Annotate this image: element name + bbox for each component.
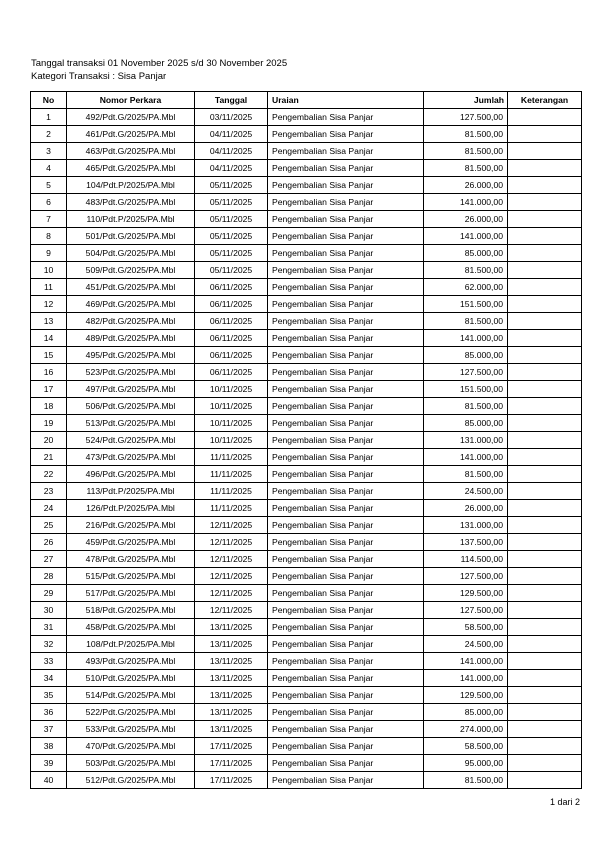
cell-uraian: Pengembalian Sisa Panjar — [268, 194, 424, 211]
cell-jumlah: 95.000,00 — [424, 755, 508, 772]
cell-no: 6 — [31, 194, 67, 211]
cell-jumlah: 151.500,00 — [424, 296, 508, 313]
table-row — [31, 279, 582, 296]
cell-uraian: Pengembalian Sisa Panjar — [268, 619, 424, 636]
cell-nomor-perkara: 469/Pdt.G/2025/PA.Mbl — [67, 296, 195, 313]
cell-no: 40 — [31, 772, 67, 789]
cell-jumlah: 137.500,00 — [424, 534, 508, 551]
cell-keterangan — [508, 160, 582, 177]
cell-nomor-perkara: 523/Pdt.G/2025/PA.Mbl — [67, 364, 195, 381]
cell-no: 17 — [31, 381, 67, 398]
table-row — [31, 296, 582, 313]
cell-keterangan — [508, 653, 582, 670]
cell-uraian: Pengembalian Sisa Panjar — [268, 551, 424, 568]
cell-no: 30 — [31, 602, 67, 619]
cell-no: 9 — [31, 245, 67, 262]
cell-nomor-perkara: 126/Pdt.P/2025/PA.Mbl — [67, 500, 195, 517]
cell-jumlah: 141.000,00 — [424, 330, 508, 347]
cell-nomor-perkara: 489/Pdt.G/2025/PA.Mbl — [67, 330, 195, 347]
cell-keterangan — [508, 551, 582, 568]
cell-no: 12 — [31, 296, 67, 313]
cell-keterangan — [508, 381, 582, 398]
transaction-table — [30, 91, 582, 789]
cell-jumlah: 131.000,00 — [424, 432, 508, 449]
cell-keterangan — [508, 143, 582, 160]
cell-jumlah: 114.500,00 — [424, 551, 508, 568]
page-number: 1 dari 2 — [549, 797, 580, 807]
cell-nomor-perkara: 483/Pdt.G/2025/PA.Mbl — [67, 194, 195, 211]
cell-uraian: Pengembalian Sisa Panjar — [268, 721, 424, 738]
cell-jumlah: 151.500,00 — [424, 381, 508, 398]
cell-tanggal: 10/11/2025 — [195, 398, 268, 415]
cell-no: 31 — [31, 619, 67, 636]
cell-nomor-perkara: 459/Pdt.G/2025/PA.Mbl — [67, 534, 195, 551]
cell-jumlah: 81.500,00 — [424, 772, 508, 789]
cell-uraian: Pengembalian Sisa Panjar — [268, 415, 424, 432]
cell-uraian: Pengembalian Sisa Panjar — [268, 483, 424, 500]
table-row — [31, 330, 582, 347]
cell-nomor-perkara: 510/Pdt.G/2025/PA.Mbl — [67, 670, 195, 687]
cell-tanggal: 17/11/2025 — [195, 738, 268, 755]
cell-nomor-perkara: 503/Pdt.G/2025/PA.Mbl — [67, 755, 195, 772]
cell-jumlah: 141.000,00 — [424, 670, 508, 687]
cell-tanggal: 06/11/2025 — [195, 347, 268, 364]
cell-nomor-perkara: 458/Pdt.G/2025/PA.Mbl — [67, 619, 195, 636]
cell-tanggal: 05/11/2025 — [195, 262, 268, 279]
cell-keterangan — [508, 228, 582, 245]
cell-nomor-perkara: 524/Pdt.G/2025/PA.Mbl — [67, 432, 195, 449]
cell-no: 11 — [31, 279, 67, 296]
cell-nomor-perkara: 515/Pdt.G/2025/PA.Mbl — [67, 568, 195, 585]
cell-no: 36 — [31, 704, 67, 721]
cell-uraian: Pengembalian Sisa Panjar — [268, 772, 424, 789]
cell-no: 21 — [31, 449, 67, 466]
table-row — [31, 636, 582, 653]
cell-no: 35 — [31, 687, 67, 704]
cell-jumlah: 81.500,00 — [424, 143, 508, 160]
cell-uraian: Pengembalian Sisa Panjar — [268, 534, 424, 551]
cell-nomor-perkara: 461/Pdt.G/2025/PA.Mbl — [67, 126, 195, 143]
report-date-range: Tanggal transaksi 01 November 2025 s/d 30 November 2025 — [31, 58, 288, 69]
cell-nomor-perkara: 509/Pdt.G/2025/PA.Mbl — [67, 262, 195, 279]
cell-keterangan — [508, 262, 582, 279]
table-row — [31, 534, 582, 551]
cell-keterangan — [508, 738, 582, 755]
cell-nomor-perkara: 514/Pdt.G/2025/PA.Mbl — [67, 687, 195, 704]
table-row — [31, 364, 582, 381]
table-row — [31, 381, 582, 398]
table-row — [31, 126, 582, 143]
cell-keterangan — [508, 432, 582, 449]
cell-jumlah: 127.500,00 — [424, 602, 508, 619]
cell-no: 29 — [31, 585, 67, 602]
cell-nomor-perkara: 465/Pdt.G/2025/PA.Mbl — [67, 160, 195, 177]
cell-uraian: Pengembalian Sisa Panjar — [268, 738, 424, 755]
cell-tanggal: 12/11/2025 — [195, 517, 268, 534]
cell-no: 20 — [31, 432, 67, 449]
cell-no: 1 — [31, 109, 67, 126]
cell-no: 28 — [31, 568, 67, 585]
cell-nomor-perkara: 517/Pdt.G/2025/PA.Mbl — [67, 585, 195, 602]
cell-nomor-perkara: 482/Pdt.G/2025/PA.Mbl — [67, 313, 195, 330]
table-row — [31, 449, 582, 466]
cell-keterangan — [508, 398, 582, 415]
col-header-tanggal: Tanggal — [195, 92, 268, 109]
cell-jumlah: 81.500,00 — [424, 466, 508, 483]
cell-uraian: Pengembalian Sisa Panjar — [268, 279, 424, 296]
cell-no: 8 — [31, 228, 67, 245]
cell-keterangan — [508, 636, 582, 653]
cell-uraian: Pengembalian Sisa Panjar — [268, 653, 424, 670]
cell-nomor-perkara: 533/Pdt.G/2025/PA.Mbl — [67, 721, 195, 738]
cell-keterangan — [508, 330, 582, 347]
table-row — [31, 687, 582, 704]
cell-keterangan — [508, 534, 582, 551]
cell-jumlah: 81.500,00 — [424, 313, 508, 330]
cell-nomor-perkara: 463/Pdt.G/2025/PA.Mbl — [67, 143, 195, 160]
cell-tanggal: 06/11/2025 — [195, 364, 268, 381]
cell-jumlah: 81.500,00 — [424, 398, 508, 415]
cell-uraian: Pengembalian Sisa Panjar — [268, 670, 424, 687]
table-row — [31, 653, 582, 670]
cell-keterangan — [508, 245, 582, 262]
cell-keterangan — [508, 602, 582, 619]
cell-nomor-perkara: 495/Pdt.G/2025/PA.Mbl — [67, 347, 195, 364]
cell-no: 15 — [31, 347, 67, 364]
cell-uraian: Pengembalian Sisa Panjar — [268, 347, 424, 364]
table-row — [31, 704, 582, 721]
report-category: Kategori Transaksi : Sisa Panjar — [31, 71, 167, 82]
cell-jumlah: 58.500,00 — [424, 738, 508, 755]
cell-tanggal: 04/11/2025 — [195, 160, 268, 177]
cell-no: 13 — [31, 313, 67, 330]
cell-uraian: Pengembalian Sisa Panjar — [268, 126, 424, 143]
cell-keterangan — [508, 279, 582, 296]
cell-no: 25 — [31, 517, 67, 534]
cell-nomor-perkara: 492/Pdt.G/2025/PA.Mbl — [67, 109, 195, 126]
cell-no: 37 — [31, 721, 67, 738]
table-row — [31, 466, 582, 483]
cell-tanggal: 12/11/2025 — [195, 585, 268, 602]
cell-uraian: Pengembalian Sisa Panjar — [268, 755, 424, 772]
cell-no: 32 — [31, 636, 67, 653]
cell-no: 18 — [31, 398, 67, 415]
cell-no: 19 — [31, 415, 67, 432]
cell-tanggal: 11/11/2025 — [195, 483, 268, 500]
cell-no: 2 — [31, 126, 67, 143]
cell-tanggal: 17/11/2025 — [195, 755, 268, 772]
cell-tanggal: 12/11/2025 — [195, 534, 268, 551]
table-row — [31, 398, 582, 415]
cell-jumlah: 26.000,00 — [424, 211, 508, 228]
cell-keterangan — [508, 568, 582, 585]
table-row — [31, 568, 582, 585]
col-header-jumlah: Jumlah — [424, 92, 508, 109]
cell-nomor-perkara: 513/Pdt.G/2025/PA.Mbl — [67, 415, 195, 432]
cell-uraian: Pengembalian Sisa Panjar — [268, 296, 424, 313]
cell-uraian: Pengembalian Sisa Panjar — [268, 211, 424, 228]
cell-nomor-perkara: 108/Pdt.P/2025/PA.Mbl — [67, 636, 195, 653]
cell-tanggal: 11/11/2025 — [195, 449, 268, 466]
cell-nomor-perkara: 504/Pdt.G/2025/PA.Mbl — [67, 245, 195, 262]
cell-nomor-perkara: 470/Pdt.G/2025/PA.Mbl — [67, 738, 195, 755]
cell-tanggal: 10/11/2025 — [195, 381, 268, 398]
cell-jumlah: 26.000,00 — [424, 177, 508, 194]
cell-uraian: Pengembalian Sisa Panjar — [268, 364, 424, 381]
cell-no: 16 — [31, 364, 67, 381]
cell-no: 4 — [31, 160, 67, 177]
table-row — [31, 262, 582, 279]
cell-jumlah: 24.500,00 — [424, 636, 508, 653]
cell-tanggal: 17/11/2025 — [195, 772, 268, 789]
cell-keterangan — [508, 585, 582, 602]
cell-keterangan — [508, 704, 582, 721]
cell-jumlah: 129.500,00 — [424, 585, 508, 602]
table-row — [31, 602, 582, 619]
cell-keterangan — [508, 296, 582, 313]
cell-keterangan — [508, 483, 582, 500]
cell-keterangan — [508, 364, 582, 381]
cell-tanggal: 13/11/2025 — [195, 670, 268, 687]
table-row — [31, 551, 582, 568]
cell-jumlah: 141.000,00 — [424, 653, 508, 670]
cell-nomor-perkara: 473/Pdt.G/2025/PA.Mbl — [67, 449, 195, 466]
cell-jumlah: 58.500,00 — [424, 619, 508, 636]
cell-tanggal: 13/11/2025 — [195, 704, 268, 721]
cell-keterangan — [508, 177, 582, 194]
cell-jumlah: 85.000,00 — [424, 245, 508, 262]
cell-nomor-perkara: 113/Pdt.P/2025/PA.Mbl — [67, 483, 195, 500]
cell-jumlah: 274.000,00 — [424, 721, 508, 738]
table-row — [31, 415, 582, 432]
cell-nomor-perkara: 216/Pdt.G/2025/PA.Mbl — [67, 517, 195, 534]
cell-jumlah: 62.000,00 — [424, 279, 508, 296]
cell-no: 24 — [31, 500, 67, 517]
cell-keterangan — [508, 109, 582, 126]
cell-tanggal: 12/11/2025 — [195, 602, 268, 619]
col-header-keterangan: Keterangan — [508, 92, 582, 109]
table-row — [31, 721, 582, 738]
table-row — [31, 432, 582, 449]
cell-no: 3 — [31, 143, 67, 160]
cell-uraian: Pengembalian Sisa Panjar — [268, 568, 424, 585]
cell-jumlah: 129.500,00 — [424, 687, 508, 704]
cell-tanggal: 05/11/2025 — [195, 245, 268, 262]
table-header-row — [31, 92, 582, 109]
cell-tanggal: 10/11/2025 — [195, 432, 268, 449]
table-row — [31, 347, 582, 364]
cell-tanggal: 06/11/2025 — [195, 296, 268, 313]
table-row — [31, 143, 582, 160]
cell-jumlah: 127.500,00 — [424, 364, 508, 381]
cell-jumlah: 127.500,00 — [424, 568, 508, 585]
cell-no: 33 — [31, 653, 67, 670]
cell-jumlah: 24.500,00 — [424, 483, 508, 500]
cell-no: 39 — [31, 755, 67, 772]
cell-tanggal: 12/11/2025 — [195, 568, 268, 585]
cell-jumlah: 81.500,00 — [424, 160, 508, 177]
cell-jumlah: 81.500,00 — [424, 262, 508, 279]
cell-uraian: Pengembalian Sisa Panjar — [268, 517, 424, 534]
cell-tanggal: 05/11/2025 — [195, 177, 268, 194]
cell-tanggal: 13/11/2025 — [195, 619, 268, 636]
cell-keterangan — [508, 687, 582, 704]
table-row — [31, 670, 582, 687]
cell-nomor-perkara: 110/Pdt.P/2025/PA.Mbl — [67, 211, 195, 228]
cell-jumlah: 85.000,00 — [424, 415, 508, 432]
cell-jumlah: 85.000,00 — [424, 704, 508, 721]
table-row — [31, 755, 582, 772]
cell-uraian: Pengembalian Sisa Panjar — [268, 262, 424, 279]
table-row — [31, 500, 582, 517]
cell-uraian: Pengembalian Sisa Panjar — [268, 687, 424, 704]
table-row — [31, 177, 582, 194]
cell-nomor-perkara: 522/Pdt.G/2025/PA.Mbl — [67, 704, 195, 721]
cell-uraian: Pengembalian Sisa Panjar — [268, 636, 424, 653]
cell-tanggal: 13/11/2025 — [195, 721, 268, 738]
cell-tanggal: 05/11/2025 — [195, 194, 268, 211]
cell-jumlah: 127.500,00 — [424, 109, 508, 126]
cell-uraian: Pengembalian Sisa Panjar — [268, 330, 424, 347]
cell-uraian: Pengembalian Sisa Panjar — [268, 704, 424, 721]
cell-keterangan — [508, 670, 582, 687]
cell-uraian: Pengembalian Sisa Panjar — [268, 432, 424, 449]
cell-tanggal: 05/11/2025 — [195, 228, 268, 245]
cell-jumlah: 131.000,00 — [424, 517, 508, 534]
cell-nomor-perkara: 478/Pdt.G/2025/PA.Mbl — [67, 551, 195, 568]
cell-uraian: Pengembalian Sisa Panjar — [268, 313, 424, 330]
cell-keterangan — [508, 194, 582, 211]
cell-keterangan — [508, 619, 582, 636]
cell-jumlah: 26.000,00 — [424, 500, 508, 517]
cell-nomor-perkara: 451/Pdt.G/2025/PA.Mbl — [67, 279, 195, 296]
cell-uraian: Pengembalian Sisa Panjar — [268, 109, 424, 126]
cell-uraian: Pengembalian Sisa Panjar — [268, 602, 424, 619]
cell-nomor-perkara: 501/Pdt.G/2025/PA.Mbl — [67, 228, 195, 245]
cell-tanggal: 10/11/2025 — [195, 415, 268, 432]
cell-tanggal: 11/11/2025 — [195, 466, 268, 483]
cell-jumlah: 141.000,00 — [424, 228, 508, 245]
cell-jumlah: 141.000,00 — [424, 194, 508, 211]
cell-no: 26 — [31, 534, 67, 551]
cell-uraian: Pengembalian Sisa Panjar — [268, 500, 424, 517]
cell-no: 7 — [31, 211, 67, 228]
table-row — [31, 194, 582, 211]
cell-keterangan — [508, 415, 582, 432]
cell-uraian: Pengembalian Sisa Panjar — [268, 585, 424, 602]
table-row — [31, 585, 582, 602]
cell-nomor-perkara: 493/Pdt.G/2025/PA.Mbl — [67, 653, 195, 670]
cell-uraian: Pengembalian Sisa Panjar — [268, 245, 424, 262]
table-row — [31, 313, 582, 330]
cell-no: 14 — [31, 330, 67, 347]
col-header-no: No — [31, 92, 67, 109]
cell-no: 5 — [31, 177, 67, 194]
cell-tanggal: 04/11/2025 — [195, 143, 268, 160]
cell-keterangan — [508, 772, 582, 789]
cell-tanggal: 11/11/2025 — [195, 500, 268, 517]
cell-uraian: Pengembalian Sisa Panjar — [268, 160, 424, 177]
cell-tanggal: 06/11/2025 — [195, 313, 268, 330]
table-row — [31, 738, 582, 755]
cell-nomor-perkara: 506/Pdt.G/2025/PA.Mbl — [67, 398, 195, 415]
cell-tanggal: 06/11/2025 — [195, 330, 268, 347]
cell-nomor-perkara: 512/Pdt.G/2025/PA.Mbl — [67, 772, 195, 789]
cell-tanggal: 12/11/2025 — [195, 551, 268, 568]
cell-uraian: Pengembalian Sisa Panjar — [268, 398, 424, 415]
cell-no: 10 — [31, 262, 67, 279]
col-header-uraian: Uraian — [268, 92, 424, 109]
cell-keterangan — [508, 313, 582, 330]
table-row — [31, 517, 582, 534]
cell-tanggal: 04/11/2025 — [195, 126, 268, 143]
cell-no: 34 — [31, 670, 67, 687]
table-row — [31, 772, 582, 789]
cell-keterangan — [508, 500, 582, 517]
table-row — [31, 483, 582, 500]
col-header-nomor-perkara: Nomor Perkara — [67, 92, 195, 109]
cell-nomor-perkara: 497/Pdt.G/2025/PA.Mbl — [67, 381, 195, 398]
cell-keterangan — [508, 126, 582, 143]
cell-tanggal: 13/11/2025 — [195, 653, 268, 670]
cell-jumlah: 81.500,00 — [424, 126, 508, 143]
table-row — [31, 619, 582, 636]
cell-tanggal: 13/11/2025 — [195, 687, 268, 704]
cell-nomor-perkara: 518/Pdt.G/2025/PA.Mbl — [67, 602, 195, 619]
cell-no: 23 — [31, 483, 67, 500]
cell-keterangan — [508, 347, 582, 364]
table-row — [31, 211, 582, 228]
table-row — [31, 109, 582, 126]
cell-keterangan — [508, 466, 582, 483]
cell-keterangan — [508, 517, 582, 534]
cell-uraian: Pengembalian Sisa Panjar — [268, 381, 424, 398]
cell-uraian: Pengembalian Sisa Panjar — [268, 177, 424, 194]
cell-no: 22 — [31, 466, 67, 483]
cell-tanggal: 03/11/2025 — [195, 109, 268, 126]
cell-jumlah: 141.000,00 — [424, 449, 508, 466]
table-row — [31, 228, 582, 245]
cell-uraian: Pengembalian Sisa Panjar — [268, 466, 424, 483]
cell-nomor-perkara: 496/Pdt.G/2025/PA.Mbl — [67, 466, 195, 483]
cell-uraian: Pengembalian Sisa Panjar — [268, 228, 424, 245]
cell-keterangan — [508, 755, 582, 772]
cell-uraian: Pengembalian Sisa Panjar — [268, 449, 424, 466]
cell-tanggal: 13/11/2025 — [195, 636, 268, 653]
cell-keterangan — [508, 211, 582, 228]
cell-no: 27 — [31, 551, 67, 568]
cell-tanggal: 05/11/2025 — [195, 211, 268, 228]
cell-tanggal: 06/11/2025 — [195, 279, 268, 296]
cell-keterangan — [508, 721, 582, 738]
cell-uraian: Pengembalian Sisa Panjar — [268, 143, 424, 160]
table-row — [31, 245, 582, 262]
cell-no: 38 — [31, 738, 67, 755]
cell-keterangan — [508, 449, 582, 466]
table-row — [31, 160, 582, 177]
cell-jumlah: 85.000,00 — [424, 347, 508, 364]
cell-nomor-perkara: 104/Pdt.P/2025/PA.Mbl — [67, 177, 195, 194]
